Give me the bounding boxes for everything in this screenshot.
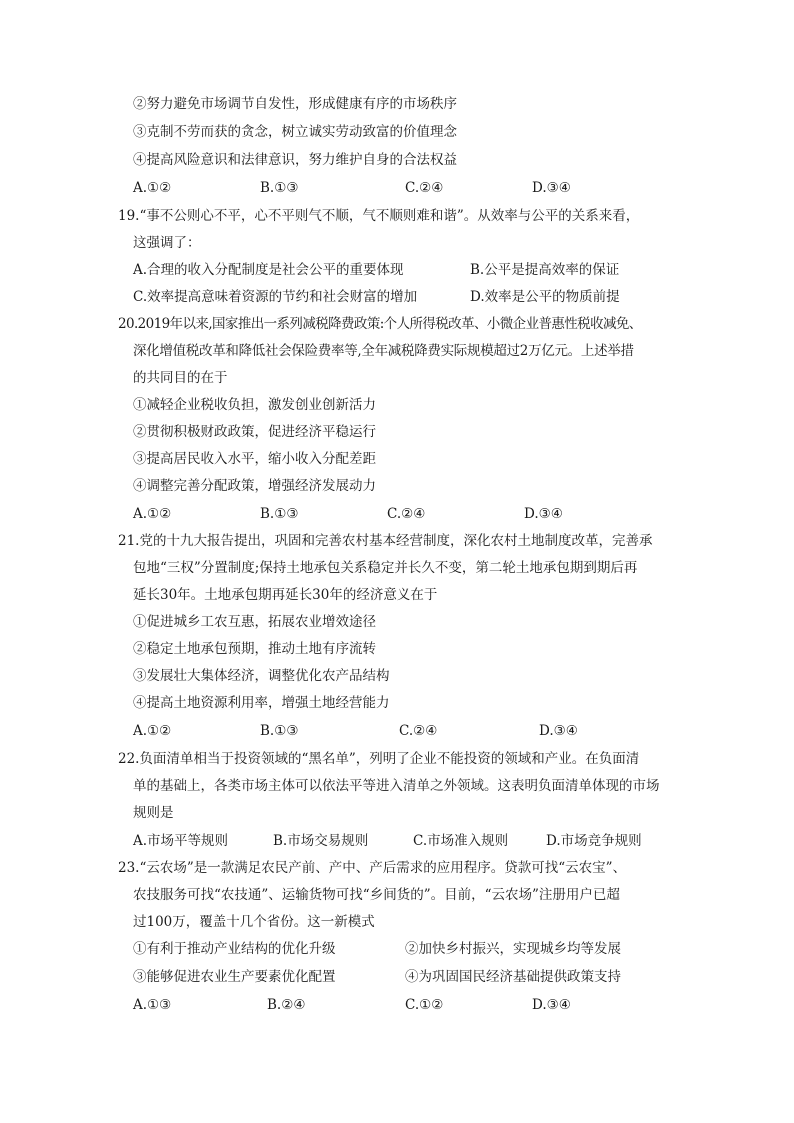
q21-stem-line-3: 延长30年。土地承包期再延长30年的经济意义在于 <box>133 587 438 603</box>
q19-stem-line-1: 19.“事不公则心不平，心不平则气不顺，气不顺则难和谐”。从效率与公平的关系来看， <box>118 208 640 224</box>
q21-stem-line-1: 21.党的十九大报告提出，巩固和完善农村基本经营制度，深化农村土地制度改革，完善承 <box>118 533 653 549</box>
q23-item-3: ③能够促进农业生产要素优化配置 <box>133 969 336 985</box>
q23-option-d: D.③④ <box>532 997 571 1013</box>
q19-option-a: A.合理的收入分配制度是社会公平的重要体现 <box>133 262 404 278</box>
q22-option-c: C.市场准入规则 <box>413 833 509 849</box>
q20-stem-line-3: 的共同目的在于 <box>133 370 228 386</box>
q20-option-c: C.②④ <box>387 506 426 522</box>
q18-option-c: C.②④ <box>405 180 444 196</box>
q19-option-c: C.效率提高意味着资源的节约和社会财富的增加 <box>133 289 418 305</box>
q18-item-4: ④提高风险意识和法律意识，努力维护自身的合法权益 <box>133 152 457 168</box>
q21-option-d: D.③④ <box>539 723 578 739</box>
q23-item-4: ④为巩固国民经济基础提供政策支持 <box>405 969 621 985</box>
q20-item-2: ②贯彻积极财政政策，促进经济平稳运行 <box>133 424 376 440</box>
q21-item-2: ②稳定土地承包预期，推动土地有序流转 <box>133 641 376 657</box>
q22-option-d: D.市场竞争规则 <box>546 833 642 849</box>
q20-option-d: D.③④ <box>524 506 563 522</box>
q19-option-d: D.效率是公平的物质前提 <box>470 289 620 305</box>
q21-option-a: A.①② <box>133 723 172 739</box>
q23-option-b: B.②④ <box>267 997 306 1013</box>
q23-stem-line-1: 23.“云农场”是一款满足农民产前、产中、产后需求的应用程序。贷款可找“云农宝”、 <box>118 860 627 876</box>
q23-stem-line-2: 农技服务可找“农技通”、运输货物可找“乡间货的”。目前，“云农场”注册用户已超 <box>133 887 620 903</box>
q18-option-d: D.③④ <box>532 180 571 196</box>
q19-option-b: B.公平是提高效率的保证 <box>470 262 620 278</box>
q20-stem-line-2: 深化增值税改革和降低社会保险费率等,全年减税降费实际规模超过2万亿元。上述举措 <box>133 343 634 359</box>
q23-stem-line-3: 过100万，覆盖十几个省份。这一新模式 <box>133 914 375 930</box>
q22-option-b: B.市场交易规则 <box>273 833 369 849</box>
q20-stem-line-1: 20.2019年以来,国家推出一系列减税降费政策:个人所得税改革、小微企业普惠性税收减免、 <box>118 316 642 332</box>
q18-item-3: ③克制不劳而获的贪念，树立诚实劳动致富的价值理念 <box>133 124 457 140</box>
q18-option-a: A.①② <box>133 180 172 196</box>
q22-option-a: A.市场平等规则 <box>133 833 229 849</box>
q21-option-b: B.①③ <box>260 723 299 739</box>
q22-stem-line-1: 22.负面清单相当于投资领域的“黑名单”，列明了企业不能投资的领域和产业。在负面清 <box>118 751 640 767</box>
q21-item-4: ④提高土地资源利用率，增强土地经营能力 <box>133 695 390 711</box>
q18-option-b: B.①③ <box>260 180 299 196</box>
q23-item-1: ①有利于推动产业结构的优化升级 <box>133 941 336 957</box>
q23-option-c: C.①② <box>405 997 444 1013</box>
q21-stem-line-2: 包地“三权”分置制度;保持土地承包关系稳定并长久不变，第二轮土地承包期到期后再 <box>133 560 638 576</box>
q21-item-3: ③发展壮大集体经济，调整优化农产品结构 <box>133 668 390 684</box>
q18-item-2: ②努力避免市场调节自发性，形成健康有序的市场秩序 <box>133 96 457 112</box>
q21-option-c: C.②④ <box>399 723 438 739</box>
q22-stem-line-3: 规则是 <box>133 805 174 821</box>
q20-option-b: B.①③ <box>260 506 299 522</box>
q20-option-a: A.①② <box>133 506 172 522</box>
q23-item-2: ②加快乡村振兴，实现城乡均等发展 <box>405 941 621 957</box>
q23-option-a: A.①③ <box>133 997 172 1013</box>
q22-stem-line-2: 单的基础上，各类市场主体可以依法平等进入清单之外领域。这表明负面清单体现的市场 <box>133 778 660 794</box>
q21-item-1: ①促进城乡工农互惠，拓展农业增效途径 <box>133 614 376 630</box>
q19-stem-line-2: 这强调了： <box>133 235 201 251</box>
q20-item-3: ③提高居民收入水平，缩小收入分配差距 <box>133 451 376 467</box>
q20-item-1: ①减轻企业税收负担，激发创业创新活力 <box>133 397 376 413</box>
q20-item-4: ④调整完善分配政策，增强经济发展动力 <box>133 478 376 494</box>
